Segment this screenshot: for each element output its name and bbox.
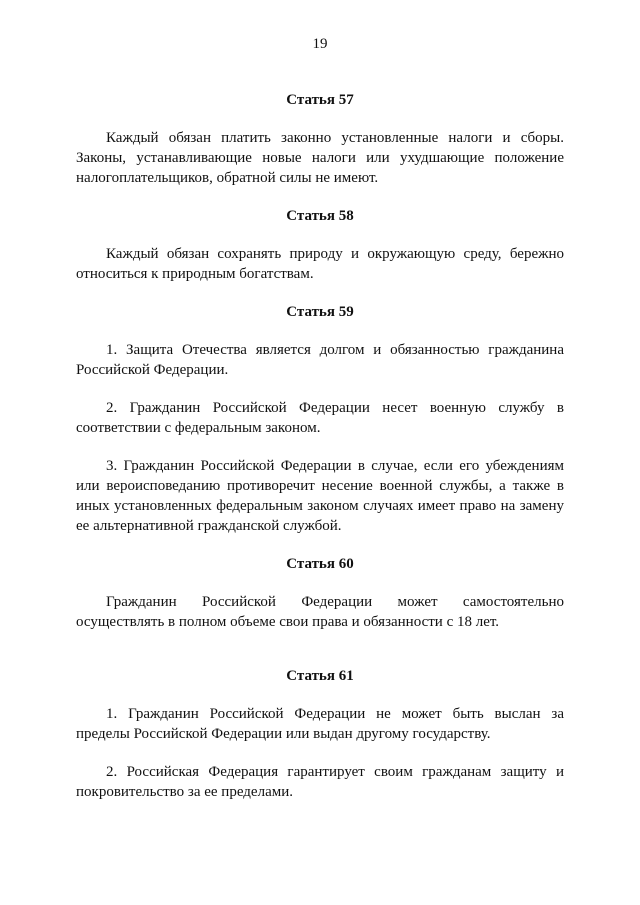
article-57 xyxy=(76,90,564,188)
article-paragraph: 3. Гражданин Российской Федерации в случае, если его убеждениям или вероисповеданию противоречит несение военной службы, а также в иных установленных федеральным законом случаях имеет право на замену ее альтернативной гражданской службой. xyxy=(76,458,564,534)
article-heading: Статья 61 xyxy=(286,668,354,684)
article-paragraph: Каждый обязан сохранять природу и окружающую среду, бережно относиться к природным богатствам. xyxy=(76,246,564,282)
article-paragraph: Гражданин Российской Федерации может самостоятельно осуществлять в полном объеме свои права и обязанности с 18 лет. xyxy=(76,594,564,630)
article-59 xyxy=(76,302,564,536)
document-content xyxy=(76,90,564,820)
article-60 xyxy=(76,554,564,632)
article-58 xyxy=(76,206,564,284)
article-heading: Статья 57 xyxy=(286,92,354,108)
page-number: 19 xyxy=(312,36,328,52)
article-61 xyxy=(76,666,564,802)
article-heading: Статья 59 xyxy=(286,304,354,320)
article-paragraph: Каждый обязан платить законно установленные налоги и сборы. Законы, устанавливающие новые налоги или ухудшающие положение налогоплательщиков, обратной силы не имеют. xyxy=(76,130,564,186)
article-heading: Статья 58 xyxy=(286,208,354,224)
article-paragraph: 2. Российская Федерация гарантирует своим гражданам защиту и покровительство за ее пределами. xyxy=(76,764,564,800)
article-paragraph: 2. Гражданин Российской Федерации несет военную службу в соответствии с федеральным законом. xyxy=(76,400,564,436)
article-paragraph: 1. Гражданин Российской Федерации не может быть выслан за пределы Российской Федерации или выдан другому государству. xyxy=(76,706,564,742)
article-paragraph: 1. Защита Отечества является долгом и обязанностью гражданина Российской Федерации. xyxy=(76,342,564,378)
article-heading: Статья 60 xyxy=(286,556,354,572)
